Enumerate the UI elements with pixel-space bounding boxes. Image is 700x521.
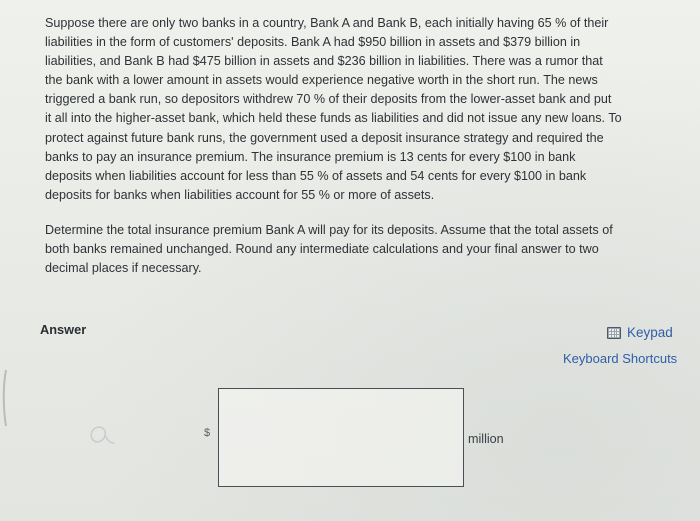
- keypad-label: Keypad: [627, 325, 673, 340]
- question-line: banks to pay an insurance premium. The insurance premium is 13 cents for every $100 in bank: [45, 149, 576, 164]
- keyboard-shortcuts-link[interactable]: Keyboard Shortcuts: [563, 351, 678, 366]
- screen-edge-mark: [0, 368, 8, 428]
- prompt-line: decimal places if necessary.: [45, 261, 202, 276]
- question-line: it all into the higher-asset bank, which held these funds as liabilities and did not issue any new loans. To: [45, 111, 622, 126]
- question-text: [45, 14, 677, 205]
- question-line: protect against future bank runs, the government used a deposit insurance strategy and required the: [45, 130, 604, 145]
- prompt-line: both banks remained unchanged. Round any intermediate calculations and your final answer to two: [45, 242, 599, 257]
- question-line: liabilities in the form of customers' deposits. Bank A had $950 billion in assets and $379 billion in: [45, 35, 581, 50]
- prompt-line: Determine the total insurance premium Bank A will pay for its deposits. Assume that the total assets of: [45, 223, 613, 237]
- question-line: Suppose there are only two banks in a country, Bank A and Bank B, each initially having 65 % of their: [45, 16, 609, 30]
- question-line: deposits for banks when liabilities account for 55 % or more of assets.: [45, 187, 435, 202]
- question-line: deposits when liabilities account for less than 55 % of assets and 54 cents for every $100 in bank: [45, 168, 587, 183]
- question-line: the bank with a lower amount in assets would experience negative worth in the short run. The news: [45, 73, 598, 88]
- pen-scribble: [86, 423, 120, 449]
- currency-symbol: $: [204, 427, 211, 439]
- question-line: triggered a bank run, so depositors withdrew 70 % of their deposits from the lower-asset bank and put: [45, 92, 612, 107]
- keypad-icon: [607, 327, 621, 339]
- question-prompt: [45, 221, 669, 278]
- answer-label: Answer: [40, 322, 87, 337]
- answer-input[interactable]: [218, 388, 464, 487]
- unit-label: million: [468, 432, 504, 446]
- question-line: liabilities, and Bank B had $475 billion in assets and $236 billion in liabilities. There was a rumor that: [45, 54, 603, 69]
- keypad-button[interactable]: [607, 325, 673, 340]
